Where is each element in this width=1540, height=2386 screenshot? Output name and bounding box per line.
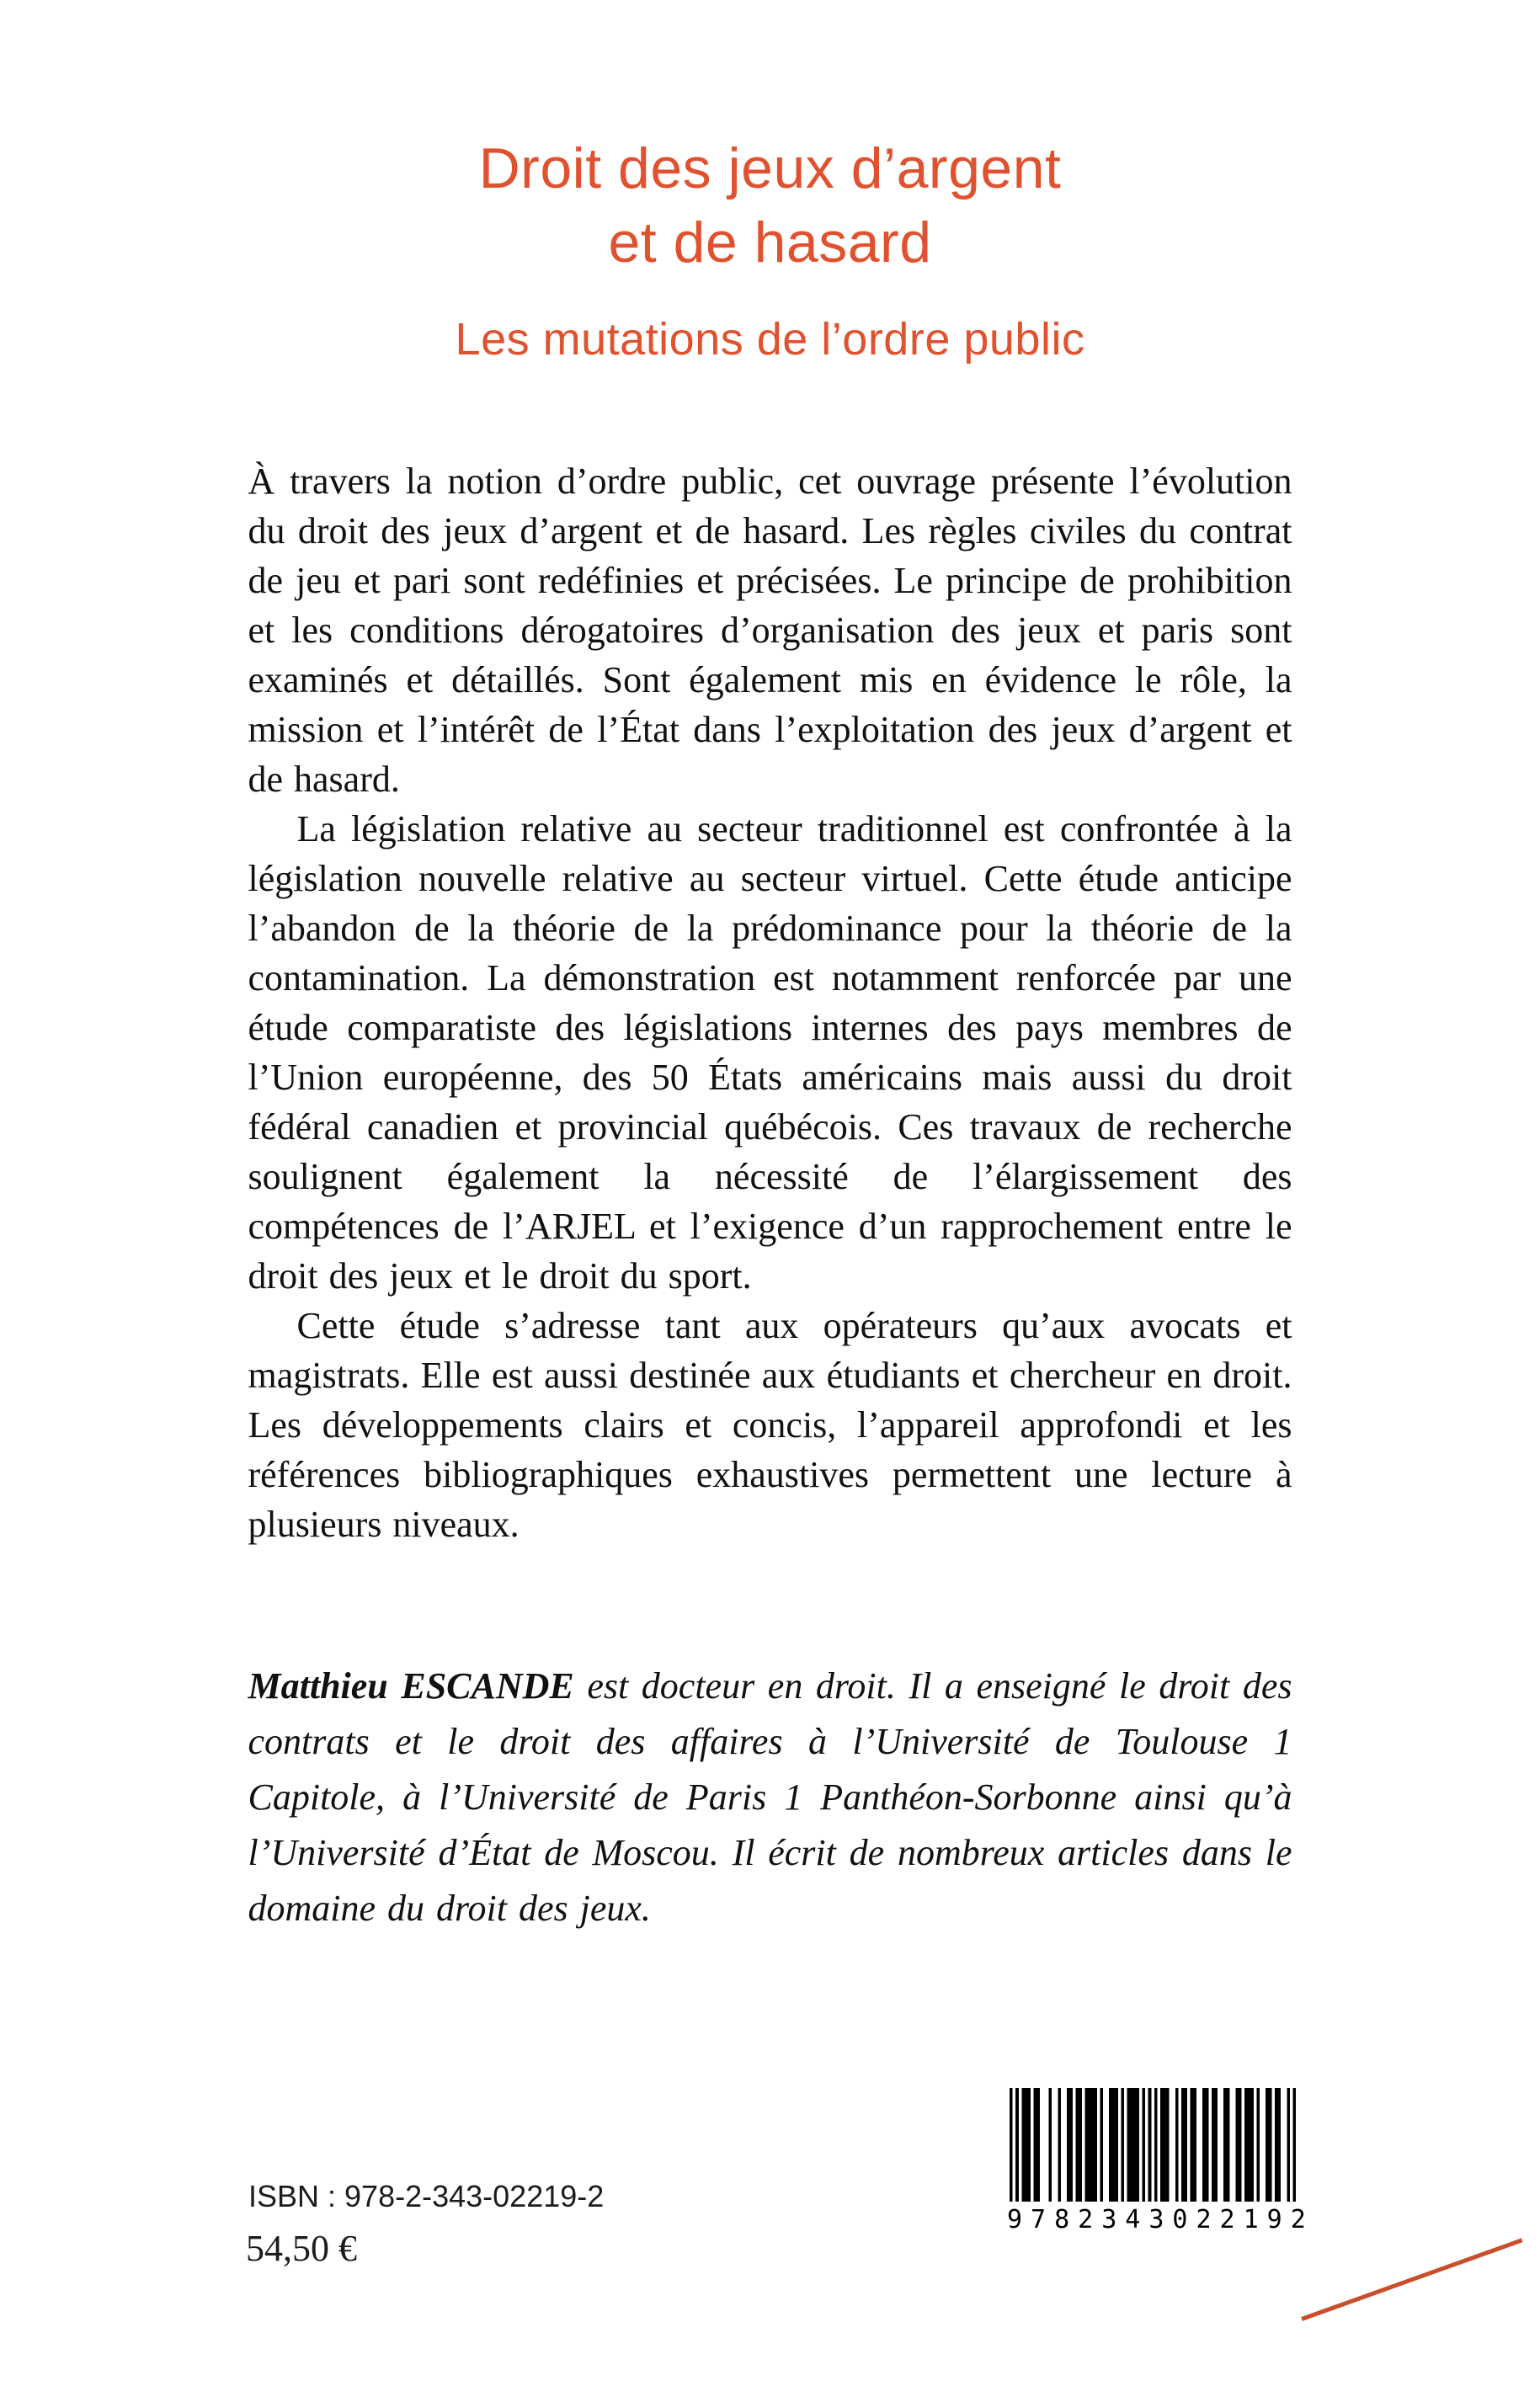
barcode	[1007, 2088, 1314, 2234]
book-title-line2: et de hasard	[608, 210, 932, 275]
synopsis	[248, 456, 1292, 1549]
title-block	[0, 131, 1540, 367]
isbn-label: ISBN : 978-2-343-02219-2	[248, 2179, 605, 2213]
price-label: 54,50 €	[246, 2228, 357, 2269]
author-name: Matthieu ESCANDE	[248, 1664, 574, 1707]
author-bio	[248, 1659, 1292, 1936]
diagonal-accent-line	[1301, 2238, 1522, 2320]
synopsis-paragraph-1: À travers la notion d’ordre public, cet ouvrage présente l’évolution du droit des jeux d’argent et de hasard. Les règles civiles du contrat de jeu et pari sont redéfinies et précisées. Le principe de prohibition et les conditions dérogatoires d’organisation des jeux et paris sont examinés et détaillés. Sont également mis en évidence le rôle, la mission et l’intérêt de l’État dans l’exploitation des jeux d’argent et de hasard.	[248, 460, 1292, 800]
book-title-line1: Droit des jeux d’argent	[478, 136, 1062, 200]
barcode-number: 9782343022192	[1007, 2205, 1314, 2234]
author-bio-text: est docteur en droit. Il a enseigné le droit des contrats et le droit des affaires à l’Université de Toulouse 1 Capitole, à l’Université de Paris 1 Panthéon-Sorbonne ainsi qu’à l’Université d’État de Moscou. Il écrit de nombreux articles dans le domaine du droit des jeux.	[248, 1664, 1292, 1929]
synopsis-paragraph-2: La législation relative au secteur traditionnel est confrontée à la législation nouvelle relative au secteur virtuel. Cette étude anticipe l’abandon de la théorie de la prédominance pour la théorie de la contamination. La démonstration est notamment renforcée par une étude comparatiste des législations internes des pays membres de l’Union européenne, des 50 États américains mais aussi du droit fédéral canadien et provincial québécois. Ces travaux de recherche soulignent également la nécessité de l’élargissement des compétences de l’ARJEL et l’exigence d’un rapprochement entre le droit des jeux et le droit du sport.	[248, 807, 1292, 1297]
book-title	[0, 131, 1540, 280]
barcode-bars	[1010, 2088, 1296, 2202]
synopsis-paragraph-3: Cette étude s’adresse tant aux opérateurs qu’aux avocats et magistrats. Elle est aussi destinée aux étudiants et chercheur en droit. Les développements clairs et concis, l’appareil approfondi et les références bibliographiques exhaustives permettent une lecture à plusieurs niveaux.	[248, 1304, 1292, 1545]
author-bio-paragraph	[248, 1659, 1292, 1936]
book-subtitle: Les mutations de l’ordre public	[455, 313, 1085, 365]
